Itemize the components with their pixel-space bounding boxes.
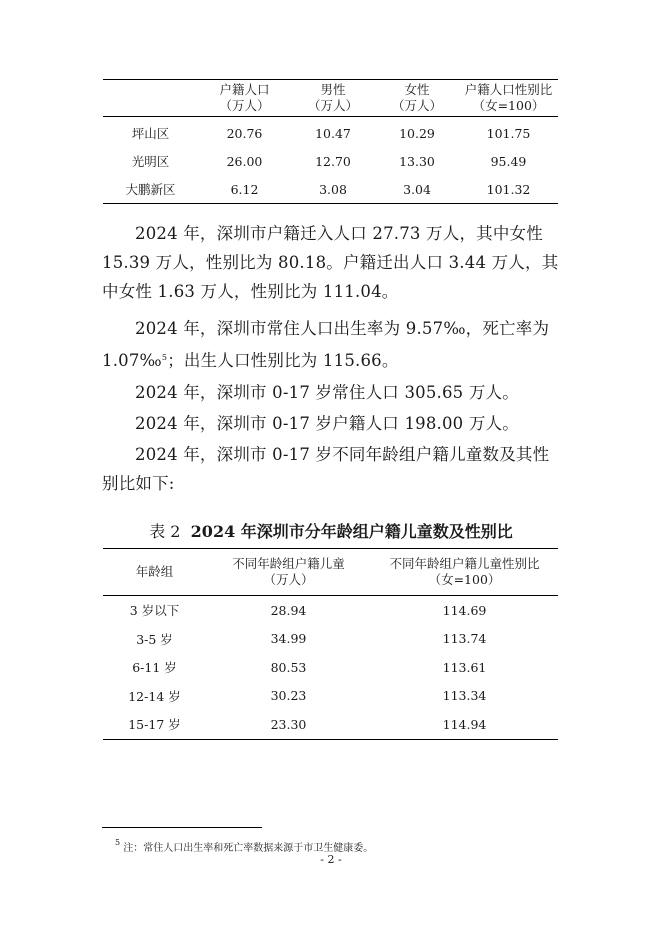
table-row [103,596,558,625]
paragraph-registered-children: 2024 年，深圳市 0-17 岁户籍人口 198.00 万人。 [135,414,519,433]
footnote: $^5$ 注：常住人口出生率和死亡率数据来源于市卫生健康委。 [115,838,374,854]
table-cell: 23.30 [270,716,307,732]
table-cell: 坪山区 [131,126,170,141]
footnote-mark: 5 [115,838,121,847]
table-cell: 大鹏新区 [125,182,176,197]
table-row [103,625,558,654]
table-cell: 113.34 [442,688,487,704]
column-header: 户籍人口性别比 （女=100） [464,82,553,113]
column-header [103,80,198,117]
paragraph-birth-death-rate: 2024 年，深圳市常住人口出生率为 9.57‰，死亡率为 1.07‰$^5$；出生人口性别比为 115.66。 [102,319,550,370]
age-group-children-table [103,548,558,740]
table-row [103,682,558,711]
table-cell: 12-14 岁 [128,688,181,704]
footnote-reference[interactable]: 5 [161,353,168,362]
table-cell: 26.00 [226,153,263,169]
table-cell: 10.29 [399,125,435,141]
table-cell: 6.12 [230,181,259,197]
table-row [103,147,558,175]
paragraph-migration: 2024 年，深圳市户籍迁入人口 27.73 万人，其中女性 15.39 万人，性别比为 80.18。户籍迁出人口 3.44 万人，其 中女性 1.63 万人，性别比为 111.04。 [102,224,559,301]
table-cell: 13.30 [399,153,435,169]
table-cell: 10.47 [315,125,351,141]
table-cell: 34.99 [270,631,307,647]
table-cell: 114.94 [442,716,487,732]
paragraph-age-group-intro: 2024 年，深圳市 0-17 岁不同年龄组户籍儿童数及其性 别比如下: [102,445,550,493]
table-header-row [103,80,558,117]
footnote-divider [102,827,262,828]
table-cell: 15-17 岁 [128,717,181,733]
table-cell: 101.75 [486,125,531,141]
table-cell: 12.70 [315,153,351,169]
table-row [103,653,558,682]
district-population-table [103,79,558,204]
table-row [103,175,558,204]
table-header-row [103,549,558,596]
table-cell: 95.49 [490,153,527,169]
column-header: 年龄组 [135,564,174,579]
table-caption: 表 2 2024 年深圳市分年龄组户籍儿童数及性别比 [149,522,513,541]
paragraph-resident-children: 2024 年，深圳市 0-17 岁常住人口 305.65 万人。 [135,383,519,402]
table-cell: 20.76 [226,125,263,141]
table-cell: 113.74 [442,631,487,647]
table-cell: 101.32 [486,181,531,197]
table-cell: 3 岁以下 [129,603,180,619]
table-cell: 80.53 [270,659,307,675]
table-cell: 113.61 [442,659,487,675]
column-header: 不同年龄组户籍儿童性别比 （女=100） [389,556,540,587]
column-header: 女性 （万人） [391,82,442,113]
table-row [103,117,558,148]
table-cell: 3-5 岁 [136,631,173,647]
column-header: 户籍人口 （万人） [219,82,270,113]
table-cell: 6-11 岁 [132,660,177,676]
table-cell: 114.69 [442,602,487,618]
table-cell: 光明区 [131,154,170,169]
table-row [103,710,558,739]
column-header: 男性 （万人） [307,82,358,113]
table-cell: 3.04 [403,181,431,197]
column-header: 不同年龄组户籍儿童 （万人） [232,556,345,587]
page-number: - 2 - [320,853,342,866]
table-cell: 28.94 [270,602,307,618]
table-cell: 3.08 [319,181,347,197]
table-cell: 30.23 [270,688,307,704]
